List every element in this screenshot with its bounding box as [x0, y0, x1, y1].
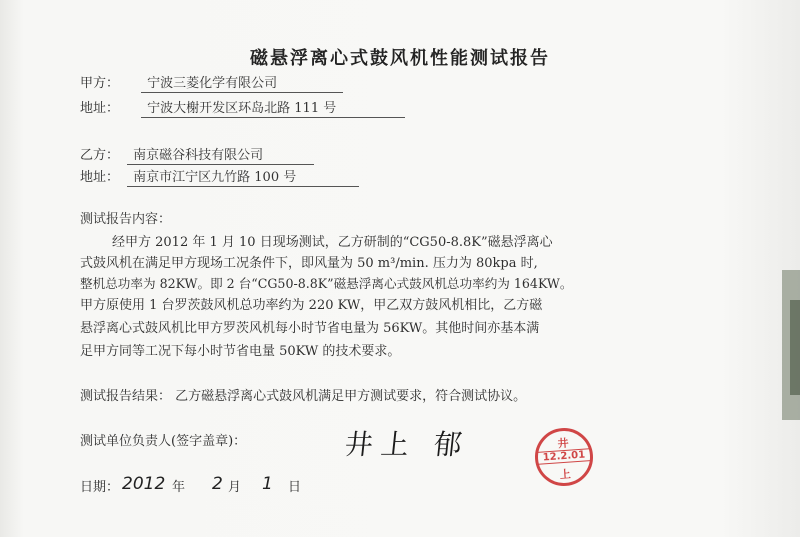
date-year-unit: 年 [172, 480, 186, 495]
content-line-3: 整机总功率为 82KW。即 2 台“CG50-8.8K”磁悬浮离心式鼓风机总功率约为 164KW。 [80, 276, 573, 291]
content-line-5: 悬浮离心式鼓风机比甲方罗茨风机每小时节省电量为 56KW。其他时间亦基本满 [80, 321, 540, 336]
signature-row [80, 430, 246, 449]
date-month: 2 [212, 474, 223, 494]
red-seal-stamp [533, 426, 595, 488]
content-line-6: 足甲方同等工况下每小时节省电量 50KW 的技术要求。 [80, 344, 401, 359]
party-a-address-row [80, 97, 405, 118]
party-a-name: 宁波三菱化学有限公司 [141, 72, 343, 93]
party-a-row [80, 72, 343, 93]
date-day: 1 [262, 474, 273, 494]
party-b-address-row [80, 166, 359, 187]
seal-date: 12.2.01 [538, 448, 591, 465]
result-row [80, 385, 526, 404]
party-b-name: 南京磁谷科技有限公司 [127, 144, 314, 165]
content-heading: 测试报告内容： [80, 212, 172, 227]
content-line-1: 经甲方 2012 年 1 月 10 日现场测试，乙方研制的“CG50-8.8K”磁悬浮离心 [112, 235, 553, 250]
signature-label: 测试单位负责人(签字盖章)： [80, 434, 247, 449]
seal-top-char: 井 [557, 436, 569, 451]
date-label: 日期： [80, 480, 120, 495]
result-text: 乙方磁悬浮离心式鼓风机满足甲方测试要求，符合测试协议。 [175, 389, 527, 404]
party-a-address: 宁波大榭开发区环岛北路 111 号 [141, 97, 405, 118]
party-b-address: 南京市江宁区九竹路 100 号 [127, 166, 359, 187]
seal-bottom-char: 上 [559, 467, 572, 482]
party-b-row [80, 144, 314, 165]
content-line-4: 甲方原使用 1 台罗茨鼓风机总功率约为 220 KW，甲乙双方鼓风机相比，乙方磁 [80, 298, 543, 313]
party-a-label: 甲方： [80, 76, 120, 91]
party-a-address-label: 地址： [80, 101, 120, 116]
party-b-label: 乙方： [80, 148, 120, 163]
page-edge-mark-dark [790, 300, 800, 395]
date-year: 2012 [122, 474, 166, 494]
report-title: 磁悬浮离心式鼓风机性能测试报告 [250, 48, 550, 69]
result-label: 测试报告结果： [80, 389, 172, 404]
date-day-unit: 日 [288, 480, 302, 495]
handwritten-signature: 井上 郁 [343, 428, 472, 461]
date-month-unit: 月 [228, 480, 242, 495]
party-b-address-label: 地址： [80, 170, 120, 185]
content-line-2: 式鼓风机在满足甲方现场工况条件下，即风量为 50 m³/min. 压力为 80kpa 时, [80, 256, 538, 271]
